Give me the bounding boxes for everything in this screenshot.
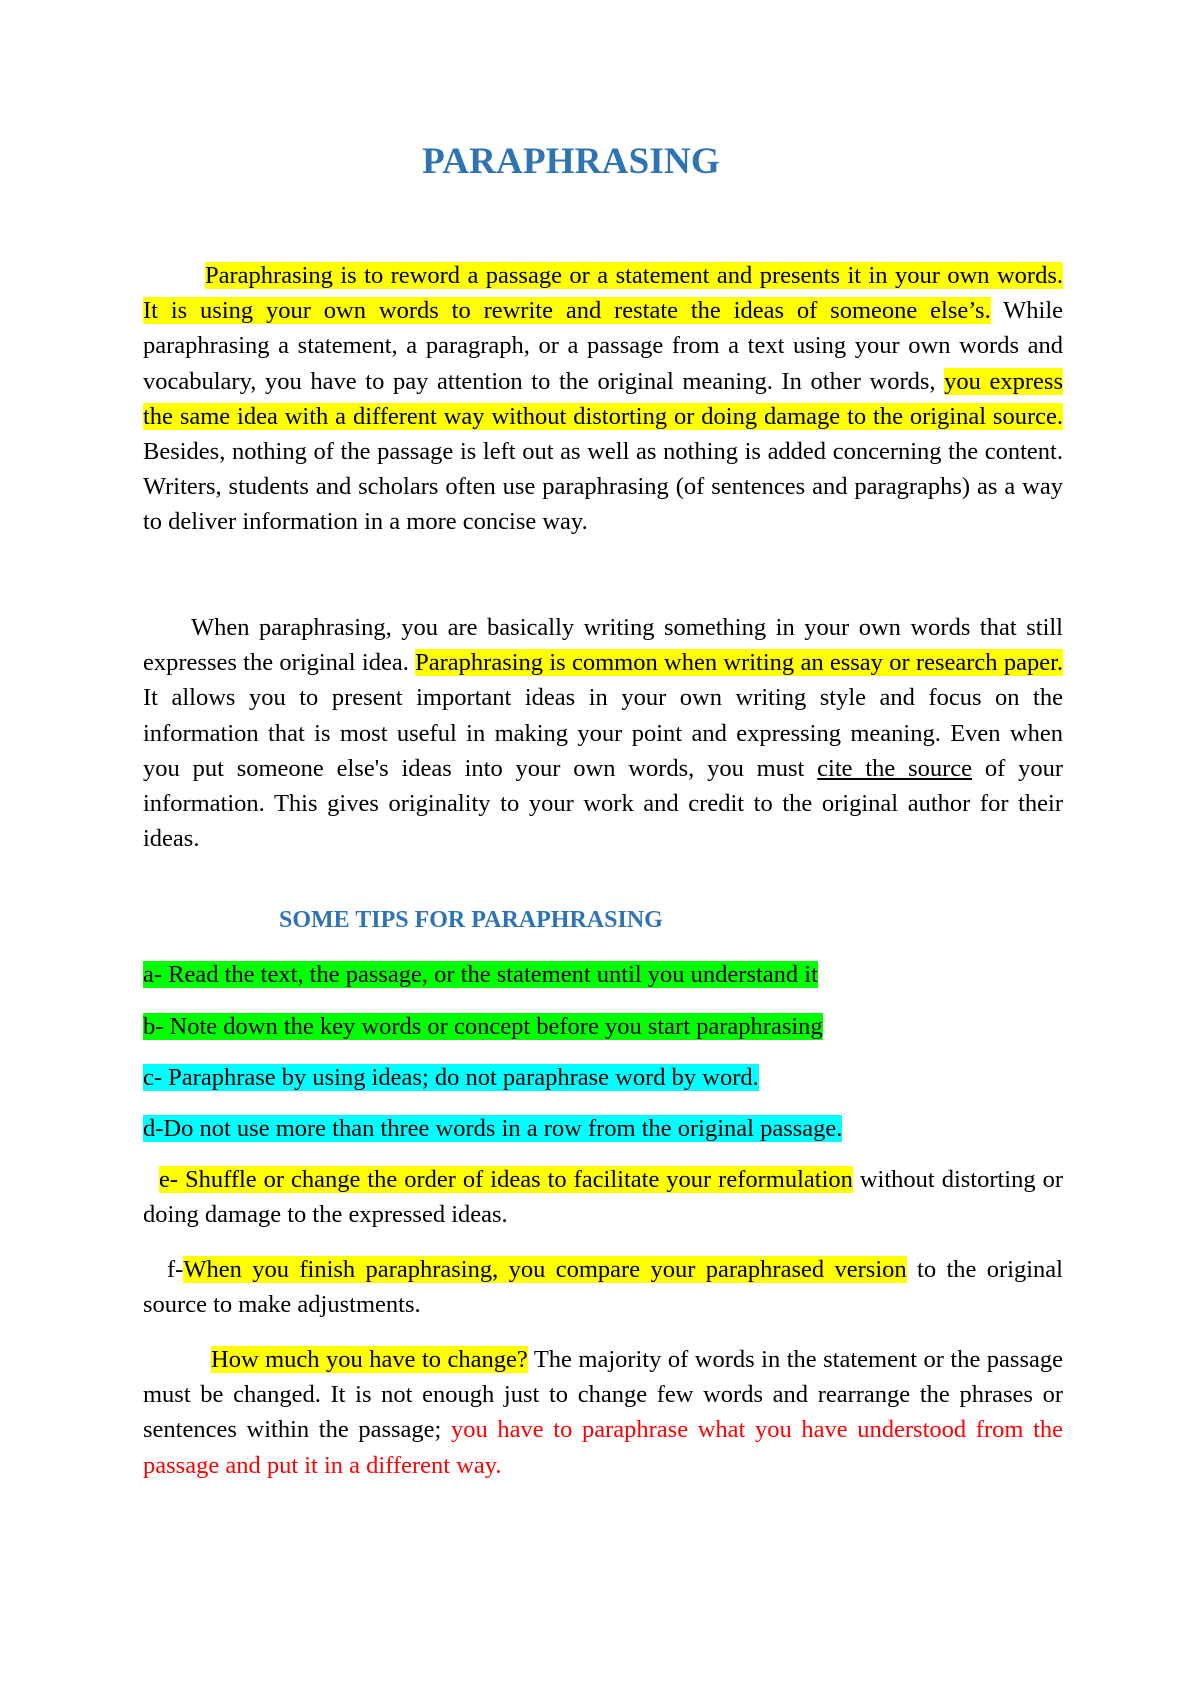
text-majority: The majority of words in the statement or the passage must be changed. It is not enough just to change few words and rearrange the phrases or sentences within the passage; [143, 1346, 1063, 1444]
paragraph-definition [143, 258, 1063, 540]
tip-c-text: c- Paraphrase by using ideas; do not paraphrase word by word. [143, 1064, 759, 1091]
tip-f [143, 1252, 1063, 1322]
tip-b [143, 1009, 1063, 1044]
tip-a-text: a- Read the text, the passage, or the statement until you understand it [143, 961, 818, 988]
red-emphasis: you have to paraphrase what you have understood from the passage and put it in a different way. [143, 1416, 1063, 1479]
page-title: PARAPHRASING [422, 141, 720, 182]
paragraph-usage [143, 610, 1063, 856]
highlight-common: Paraphrasing is common when writing an essay or research paper. [415, 649, 1063, 677]
tip-d-text: d-Do not use more than three words in a row from the original passage. [143, 1115, 843, 1142]
text-allows: It allows you to present important ideas in your own writing style and focus on the information that is most useful in making your point and expressing meaning. Even when you put someone else's ideas into your own words, you must [143, 684, 1063, 782]
tip-c [143, 1060, 1063, 1095]
tip-b-text: b- Note down the key words or concept before you start paraphrasing [143, 1013, 823, 1040]
tip-e [143, 1162, 1063, 1232]
paragraph-how-much [143, 1342, 1063, 1483]
tip-e-rest: without distorting or doing damage to the expressed ideas. [143, 1166, 1063, 1229]
underlined-cite-source: cite the source [817, 754, 973, 782]
text-attention: While paraphrasing a statement, a paragraph, or a passage from a text using your own words and vocabulary, you have to pay attention to the original meaning. In other words, [143, 297, 1063, 395]
text-when-paraphrasing: When paraphrasing, you are basically writing something in your own words that still expresses the original idea. [143, 614, 1063, 677]
tip-a [143, 957, 1063, 992]
text-concise: Besides, nothing of the passage is left out as well as nothing is added concerning the content. Writers, students and scholars often use paraphrasing (of sentences and paragraphs) as a way to deliver information in a more concise way. [143, 438, 1063, 536]
tip-f-prefix: f- [167, 1256, 184, 1283]
tip-e-highlight: e- Shuffle or change the order of ideas to facilitate your reformulation [159, 1166, 853, 1193]
tips-heading: SOME TIPS FOR PARAPHRASING [279, 907, 663, 933]
highlight-question: How much you have to change? [211, 1346, 528, 1373]
tip-f-highlight: When you finish paraphrasing, you compare your paraphrased version [183, 1256, 907, 1283]
text-originality: of your information. This gives originality to your work and credit to the original author for their ideas. [143, 754, 1063, 853]
highlight-definition: Paraphrasing is to reword a passage or a statement and presents it in your own words. It is using your own words to rewrite and restate the ideas of someone else’s. [143, 262, 1063, 325]
highlight-same-idea: you express the same idea with a different way without distorting or doing damage to the original source. [143, 367, 1063, 430]
tip-d [143, 1111, 1063, 1146]
tip-f-rest: to the original source to make adjustments. [143, 1256, 1063, 1319]
